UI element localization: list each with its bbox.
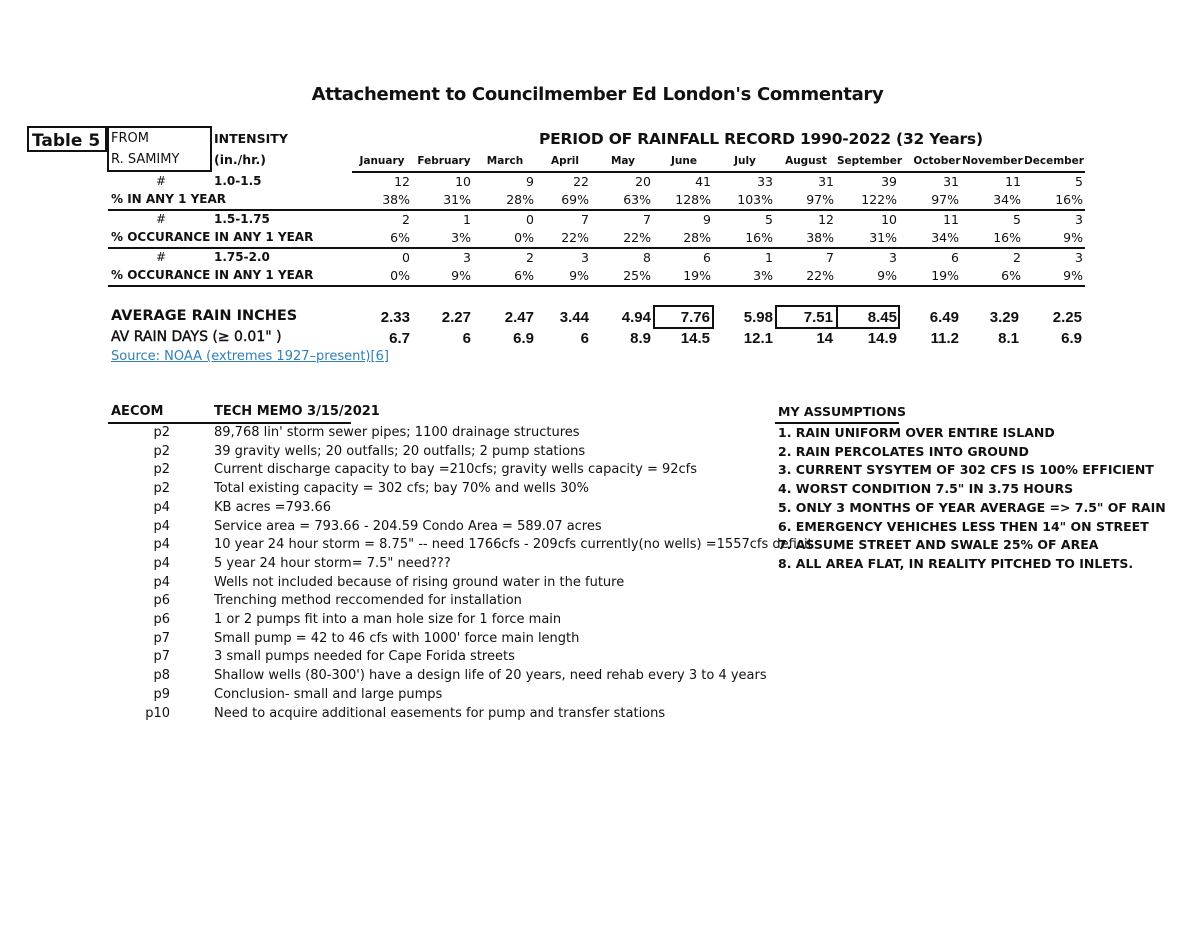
count-cell: 9 [526, 174, 534, 189]
month-header: March [486, 155, 524, 167]
pct-cell: 0% [514, 230, 534, 245]
count-label: # [156, 174, 167, 188]
pct-cell: 31% [869, 230, 897, 245]
memo-item: Conclusion- small and large pumps [214, 686, 443, 702]
count-cell: 12 [818, 212, 834, 227]
count-cell: 3 [1075, 250, 1083, 265]
average-rain-cell: 2.33 [380, 309, 410, 326]
count-cell: 22 [573, 174, 589, 189]
count-cell: 1 [463, 212, 471, 227]
count-cell: 7 [826, 250, 834, 265]
intensity-range: 1.75-2.0 [214, 250, 270, 264]
rain-days-cell: 6.9 [513, 330, 534, 347]
count-cell: 7 [581, 212, 589, 227]
table-divider [108, 285, 1085, 287]
month-header: August [785, 155, 827, 167]
rain-days-cell: 12.1 [743, 330, 773, 347]
memo-item: 39 gravity wells; 20 outfalls; 20 outfalls; 2 pump stations [214, 443, 586, 459]
assumption-item: 1. RAIN UNIFORM OVER ENTIRE ISLAND [778, 425, 1055, 440]
highlight-box [775, 305, 838, 329]
month-header: October [913, 155, 961, 167]
count-cell: 3 [581, 250, 589, 265]
pct-cell: 6% [390, 230, 410, 245]
assumption-item: 6. EMERGENCY VEHICHES LESS THEN 14" ON STREET [778, 518, 1149, 534]
average-rain-cell: 7.51 [803, 309, 833, 326]
pct-cell: 16% [993, 230, 1021, 245]
pct-label: % IN ANY 1 YEAR [111, 192, 227, 206]
memo-page-ref: p10 [145, 705, 170, 721]
count-cell: 10 [455, 174, 471, 189]
intensity-unit: (in./hr.) [214, 152, 266, 167]
average-rain-cell: 2.27 [441, 309, 471, 326]
count-cell: 2 [526, 250, 534, 265]
count-label: # [156, 250, 167, 264]
count-cell: 11 [1005, 174, 1021, 189]
average-rain-cell: 6.49 [929, 309, 959, 326]
average-rain-cell: 7.76 [680, 309, 710, 326]
assumptions-underline [775, 422, 899, 424]
pct-cell: 34% [931, 230, 959, 245]
pct-cell: 22% [561, 230, 589, 245]
pct-cell: 9% [451, 268, 471, 283]
pct-cell: 9% [877, 268, 897, 283]
count-cell: 6 [951, 250, 959, 265]
count-cell: 3 [1075, 212, 1083, 227]
rain-days-cell: 14.9 [867, 330, 897, 347]
rain-days-label: AV RAIN DAYS (≥ 0.01" ) [111, 329, 282, 345]
pct-cell: 25% [623, 268, 651, 283]
from-author: R. SAMIMY [111, 152, 180, 167]
rain-days-cell: 6.9 [1061, 330, 1082, 347]
pct-cell: 3% [451, 230, 471, 245]
pct-cell: 34% [993, 192, 1021, 207]
table-divider [352, 171, 1085, 173]
count-cell: 0 [526, 212, 534, 227]
month-header: April [550, 155, 580, 167]
pct-cell: 128% [675, 192, 711, 207]
pct-cell: 103% [737, 192, 773, 207]
count-cell: 11 [943, 212, 959, 227]
memo-page-ref: p7 [153, 649, 170, 665]
memo-page-ref: p4 [153, 537, 170, 553]
rain-days-cell: 14.5 [680, 330, 710, 347]
pct-cell: 22% [806, 268, 834, 283]
highlight-box [653, 305, 714, 329]
count-cell: 12 [394, 174, 410, 189]
table-divider [108, 209, 1085, 211]
memo-page-ref: p2 [153, 462, 170, 478]
count-cell: 1 [765, 250, 773, 265]
month-header: June [671, 155, 697, 167]
month-header: December [1024, 155, 1084, 167]
average-rain-cell: 4.94 [621, 309, 651, 326]
assumption-item: 7. ASSUME STREET AND SWALE 25% OF AREA [778, 537, 1099, 553]
memo-page-ref: p4 [153, 499, 170, 515]
pct-cell: 28% [683, 230, 711, 245]
table-divider [108, 247, 1085, 249]
count-cell: 20 [635, 174, 651, 189]
memo-page-ref: p6 [153, 612, 170, 627]
pct-cell: 97% [931, 192, 959, 207]
count-cell: 33 [757, 174, 773, 189]
highlight-box [836, 305, 900, 329]
pct-cell: 122% [861, 192, 897, 207]
pct-cell: 9% [569, 268, 589, 283]
pct-label: % OCCURANCE IN ANY 1 YEAR [111, 230, 314, 244]
pct-cell: 31% [443, 192, 471, 207]
pct-cell: 38% [382, 192, 410, 207]
average-rain-cell: 8.45 [867, 309, 897, 326]
average-rain-cell: 3.44 [559, 309, 589, 326]
pct-cell: 9% [1063, 268, 1083, 283]
pct-cell: 97% [806, 192, 834, 207]
count-cell: 9 [703, 212, 711, 227]
average-rain-cell: 5.98 [743, 309, 773, 326]
month-header: February [417, 155, 471, 167]
rain-days-cell: 6.7 [389, 330, 410, 347]
average-rain-label: AVERAGE RAIN INCHES [111, 308, 298, 324]
pct-cell: 6% [514, 268, 534, 283]
count-cell: 41 [695, 174, 711, 189]
memo-page-ref: p2 [153, 425, 170, 440]
memo-page-ref: p4 [153, 518, 170, 534]
memo-page-ref: p2 [153, 443, 170, 459]
intensity-header: INTENSITY [214, 131, 288, 146]
intensity-range: 1.0-1.5 [214, 174, 262, 188]
memo-page-ref: p4 [153, 555, 170, 571]
count-cell: 2 [1013, 250, 1021, 265]
count-cell: 3 [463, 250, 471, 265]
source-link[interactable]: Source: NOAA (extremes 1927–present)[6] [111, 349, 389, 364]
memo-item: 89,768 lin' storm sewer pipes; 1100 drainage structures [214, 425, 580, 440]
memo-item: Current discharge capacity to bay =210cfs; gravity wells capacity = 92cfs [214, 462, 698, 478]
pct-label: % OCCURANCE IN ANY 1 YEAR [111, 268, 314, 282]
memo-page-ref: p7 [153, 630, 170, 646]
count-cell: 39 [881, 174, 897, 189]
assumption-item: 8. ALL AREA FLAT, IN REALITY PITCHED TO INLETS. [778, 555, 1134, 571]
month-header: May [610, 155, 636, 167]
memo-item: 1 or 2 pumps fit into a man hole size for 1 force main [214, 612, 562, 627]
pct-cell: 9% [1063, 230, 1083, 245]
average-rain-cell: 2.25 [1052, 309, 1082, 326]
memo-page-ref: p2 [153, 481, 170, 497]
memo-item: Service area = 793.66 - 204.59 Condo Area = 589.07 acres [214, 518, 602, 534]
assumption-item: 2. RAIN PERCOLATES INTO GROUND [778, 443, 1029, 459]
month-header: July [734, 155, 756, 167]
pct-cell: 16% [1055, 192, 1083, 207]
average-rain-cell: 2.47 [504, 309, 534, 326]
rain-days-cell: 11.2 [930, 330, 959, 347]
pct-cell: 6% [1001, 268, 1021, 283]
memo-item: KB acres =793.66 [214, 499, 332, 515]
count-label: # [156, 212, 167, 226]
memo-item: Total existing capacity = 302 cfs; bay 70% and wells 30% [214, 481, 589, 497]
memo-page-ref: p6 [153, 593, 170, 609]
rain-days-cell: 6 [462, 330, 471, 347]
rain-days-cell: 8.1 [998, 330, 1019, 347]
count-cell: 5 [765, 212, 773, 227]
memo-title: TECH MEMO 3/15/2021 [214, 404, 380, 419]
count-cell: 5 [1013, 212, 1021, 227]
memo-item: Shallow wells (80-300') have a design life of 20 years, need rehab every 3 to 4 years [214, 668, 767, 684]
assumption-item: 4. WORST CONDITION 7.5" IN 3.75 HOURS [778, 481, 1074, 497]
memo-org: AECOM [111, 404, 164, 419]
count-cell: 0 [402, 250, 410, 265]
pct-cell: 19% [683, 268, 711, 283]
count-cell: 6 [703, 250, 711, 265]
count-cell: 2 [402, 212, 410, 227]
assumption-item: 5. ONLY 3 MONTHS OF YEAR AVERAGE => 7.5" OF RAIN [778, 499, 1166, 515]
month-header: January [359, 155, 405, 167]
memo-page-ref: p9 [153, 686, 170, 702]
average-rain-cell: 3.29 [989, 309, 1019, 326]
rain-days-cell: 8.9 [630, 330, 651, 347]
memo-item: 10 year 24 hour storm = 8.75" -- need 1766cfs - 209cfs currently(no wells) =1557cfs deficit [214, 537, 813, 553]
assumption-item: 3. CURRENT SYSYTEM OF 302 CFS IS 100% EFFICIENT [778, 462, 1154, 478]
pct-cell: 28% [506, 192, 534, 207]
count-cell: 3 [889, 250, 897, 265]
pct-cell: 63% [623, 192, 651, 207]
memo-item: Trenching method reccomended for installation [214, 593, 522, 609]
intensity-range: 1.5-1.75 [214, 212, 270, 226]
count-cell: 10 [881, 212, 897, 227]
from-label: FROM [111, 131, 149, 146]
document-title: Attachement to Councilmember Ed London's Commentary [311, 84, 884, 105]
memo-page-ref: p4 [153, 574, 170, 590]
period-title: PERIOD OF RAINFALL RECORD 1990-2022 (32 Years) [539, 130, 983, 148]
pct-cell: 22% [623, 230, 651, 245]
assumptions-title: MY ASSUMPTIONS [778, 404, 906, 419]
pct-cell: 69% [561, 192, 589, 207]
rain-days-cell: 14 [816, 330, 833, 347]
month-header: September [837, 155, 903, 167]
pct-cell: 38% [806, 230, 834, 245]
count-cell: 5 [1075, 174, 1083, 189]
month-header: November [962, 155, 1023, 167]
count-cell: 7 [643, 212, 651, 227]
pct-cell: 16% [745, 230, 773, 245]
memo-item: Wells not included because of rising ground water in the future [214, 574, 625, 590]
memo-item: 3 small pumps needed for Cape Forida streets [214, 649, 515, 665]
memo-underline [108, 422, 351, 424]
pct-cell: 3% [753, 268, 773, 283]
pct-cell: 19% [931, 268, 959, 283]
memo-page-ref: p8 [153, 668, 170, 684]
memo-item: 5 year 24 hour storm= 7.5" need??? [214, 555, 451, 571]
count-cell: 8 [643, 250, 651, 265]
count-cell: 31 [943, 174, 959, 189]
memo-item: Small pump = 42 to 46 cfs with 1000' force main length [214, 630, 580, 646]
count-cell: 31 [818, 174, 834, 189]
rain-days-cell: 6 [580, 330, 589, 347]
pct-cell: 0% [390, 268, 410, 283]
table-label: Table 5 [27, 126, 107, 152]
memo-item: Need to acquire additional easements for pump and transfer stations [214, 705, 666, 721]
